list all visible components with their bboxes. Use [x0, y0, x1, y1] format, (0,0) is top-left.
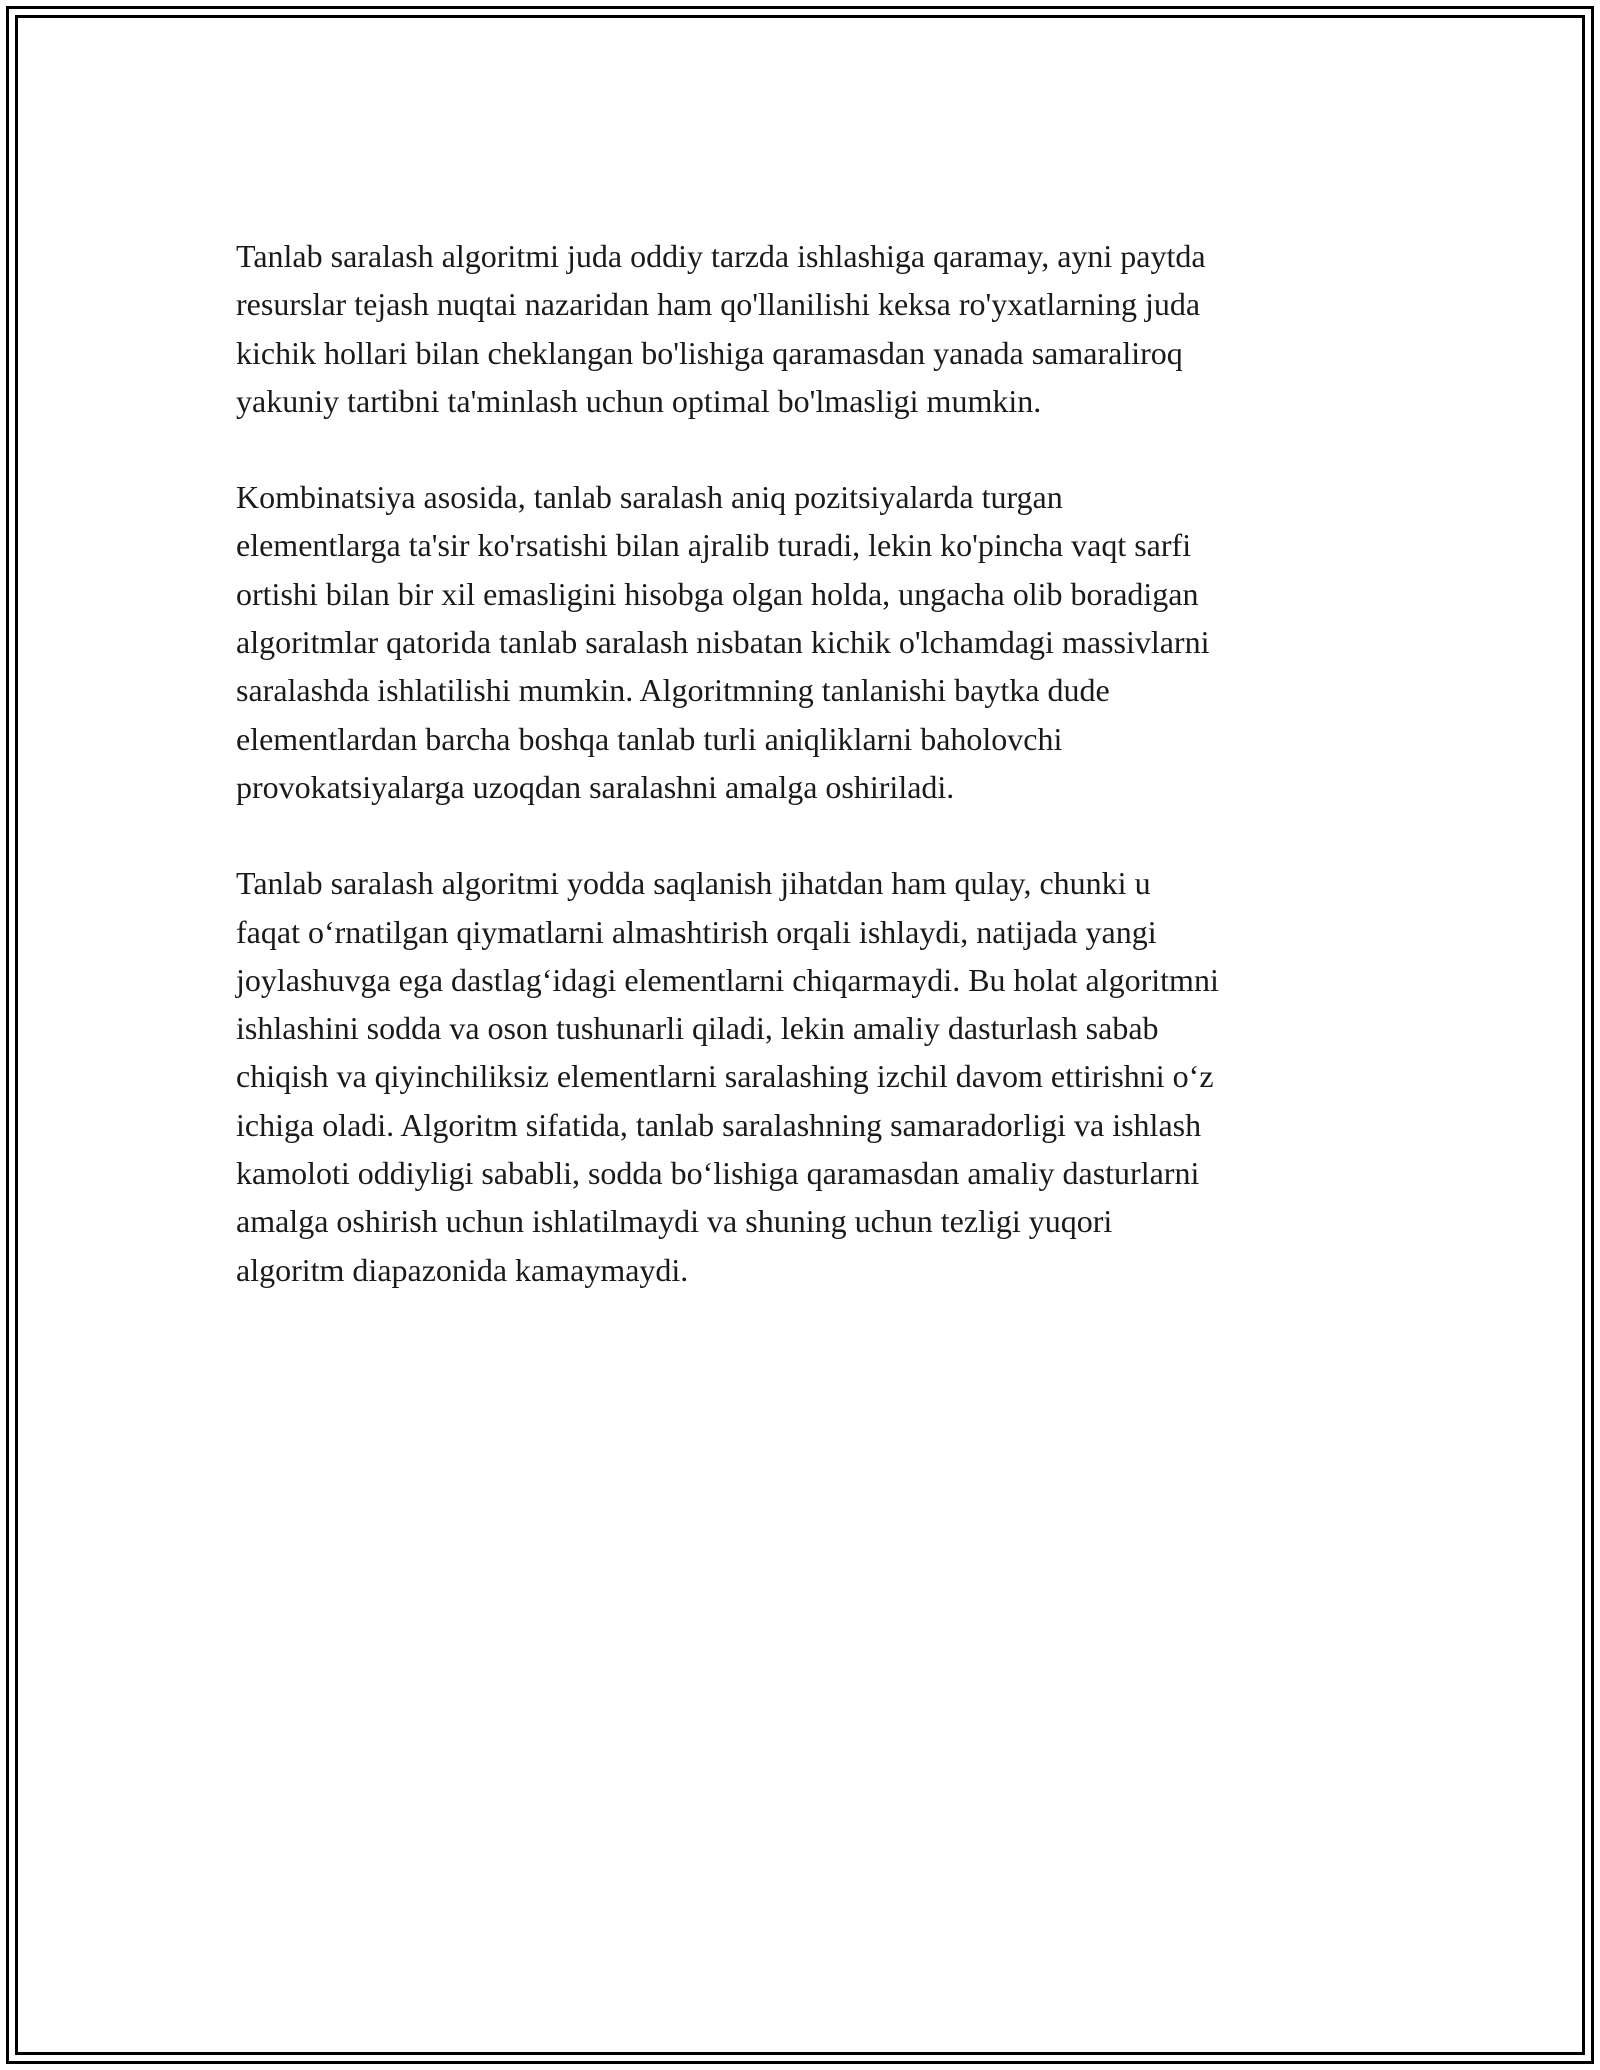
- document-body: [236, 232, 1371, 1342]
- paragraph-2: Kombinatsiya asosida, tanlab saralash aniq pozitsiyalarda turgan elementlarga ta'sir ko'rsatishi bilan ajralib turadi, lekin ko'pincha vaqt sarfi ortishi bilan bir xil emasligini hisobga olgan holda, ungacha olib boradigan algoritmlar qatorida tanlab saralash nisbatan kichik o'lchamdagi massivlarni saralashda ishlatilishi mumkin. Algoritmning tanlanishi baytka dude elementlardan barcha boshqa tanlab turli aniqliklarni baholovchi provokatsiyalarga uzoqdan saralashni amalga oshiriladi.: [236, 479, 1210, 805]
- paragraph-1: Tanlab saralash algoritmi juda oddiy tarzda ishlashiga qaramay, ayni paytda resurslar tejash nuqtai nazaridan ham qo'llanilishi keksa ro'yxatlarning juda kichik hollari bilan cheklangan bo'lishiga qaramasdan yanada samaraliroq yakuniy tartibni ta'minlash uchun optimal bo'lmasligi mumkin.: [236, 238, 1206, 419]
- paragraph-3: Tanlab saralash algoritmi yodda saqlanish jihatdan ham qulay, chunki u faqat o‘rnatilgan qiymatlarni almashtirish orqali ishlaydi, natijada yangi joylashuvga ega dastlag‘idagi elementlarni chiqarmaydi. Bu holat algoritmni ishlashini sodda va oson tushunarli qiladi, lekin amaliy dasturlash sabab chiqish va qiyinchiliksiz elementlarni saralashing izchil davom ettirishni o‘z ichiga oladi. Algoritm sifatida, tanlab saralashning samaradorligi va ishlash kamoloti oddiyligi sababli, sodda bo‘lishiga qaramasdan amaliy dasturlarni amalga oshirish uchun ishlatilmaydi va shuning uchun tezligi yuqori algoritm diapazonida kamaymaydi.: [236, 865, 1219, 1288]
